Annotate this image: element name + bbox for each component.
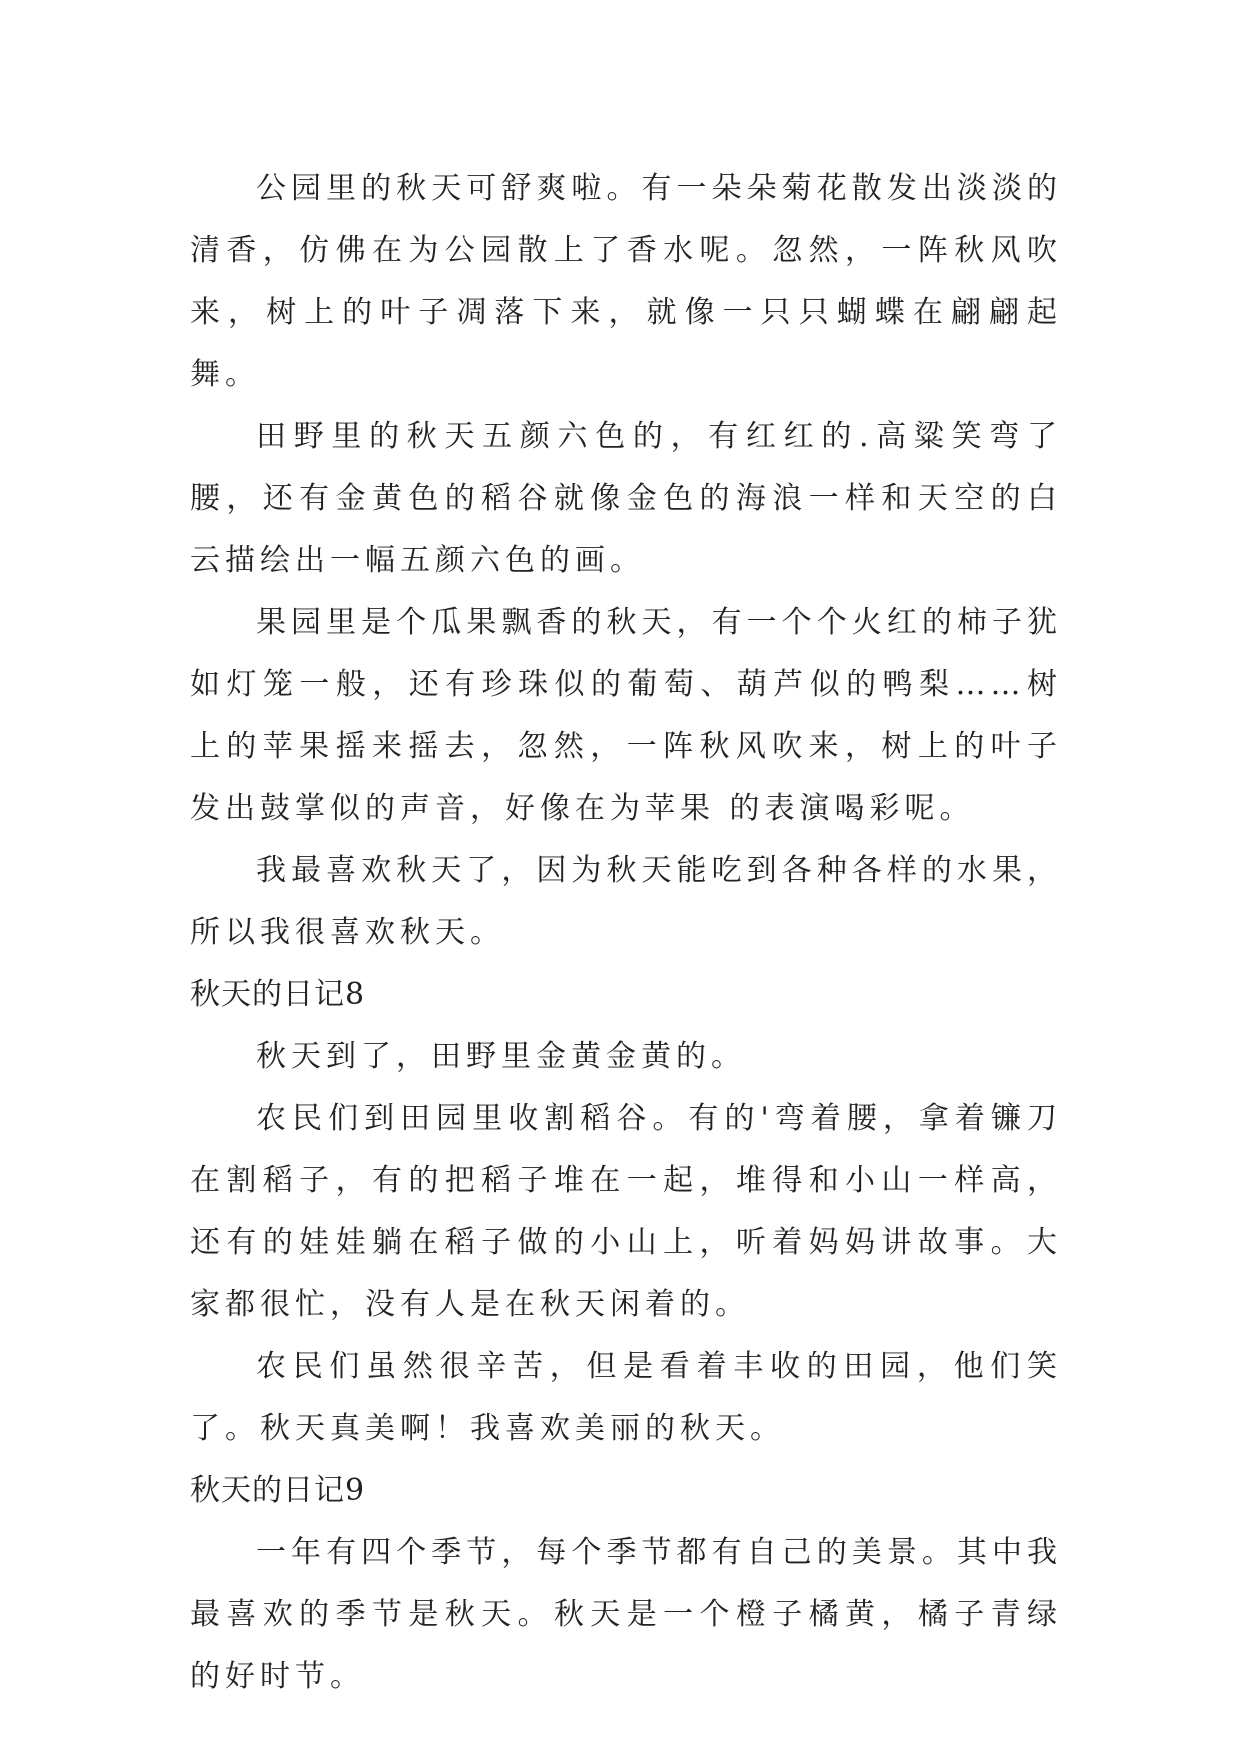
paragraph-park-autumn: 公园里的秋天可舒爽啦。有一朵朵菊花散发出淡淡的清香，仿佛在为公园散上了香水呢。忽然，一阵秋风吹来，树上的叶子凋落下来，就像一只只蝴蝶在翩翩起舞。 [190,171,1062,392]
paragraph-field-autumn: 田野里的秋天五颜六色的，有红红的.高粱笑弯了腰，还有金黄色的稻谷就像金色的海浪一样和天空的白云描绘出一幅五颜六色的画。 [190,419,1062,578]
paragraph-orchard-autumn: 果园里是个瓜果飘香的秋天，有一个个火红的柿子犹如灯笼一般，还有珍珠似的葡萄、葫芦似的鸭梨……树上的苹果摇来摇去，忽然，一阵秋风吹来，树上的叶子发出鼓掌似的声音，好像在为苹果 的表演喝彩呢。 [190,605,1062,826]
paragraph-farmers-smile: 农民们虽然很辛苦，但是看着丰收的田园，他们笑了。秋天真美啊！我喜欢美丽的秋天。 [190,1349,1062,1446]
heading-diary-8: 秋天的日记8 [190,977,366,1012]
paragraph-love-autumn: 我最喜欢秋天了，因为秋天能吃到各种各样的水果，所以我很喜欢秋天。 [190,853,1062,950]
document-body [190,158,1062,1708]
paragraph-four-seasons: 一年有四个季节，每个季节都有自己的美景。其中我最喜欢的季节是秋天。秋天是一个橙子橘黄，橘子青绿的好时节。 [190,1535,1062,1694]
paragraph-farmers-harvest: 农民们到田园里收割稻谷。有的'弯着腰，拿着镰刀在割稻子，有的把稻子堆在一起，堆得和小山一样高，还有的娃娃躺在稻子做的小山上，听着妈妈讲故事。大家都很忙，没有人是在秋天闲着的。 [190,1101,1062,1322]
paragraph-autumn-arrived: 秋天到了，田野里金黄金黄的。 [256,1039,746,1074]
heading-diary-9: 秋天的日记9 [190,1473,366,1508]
